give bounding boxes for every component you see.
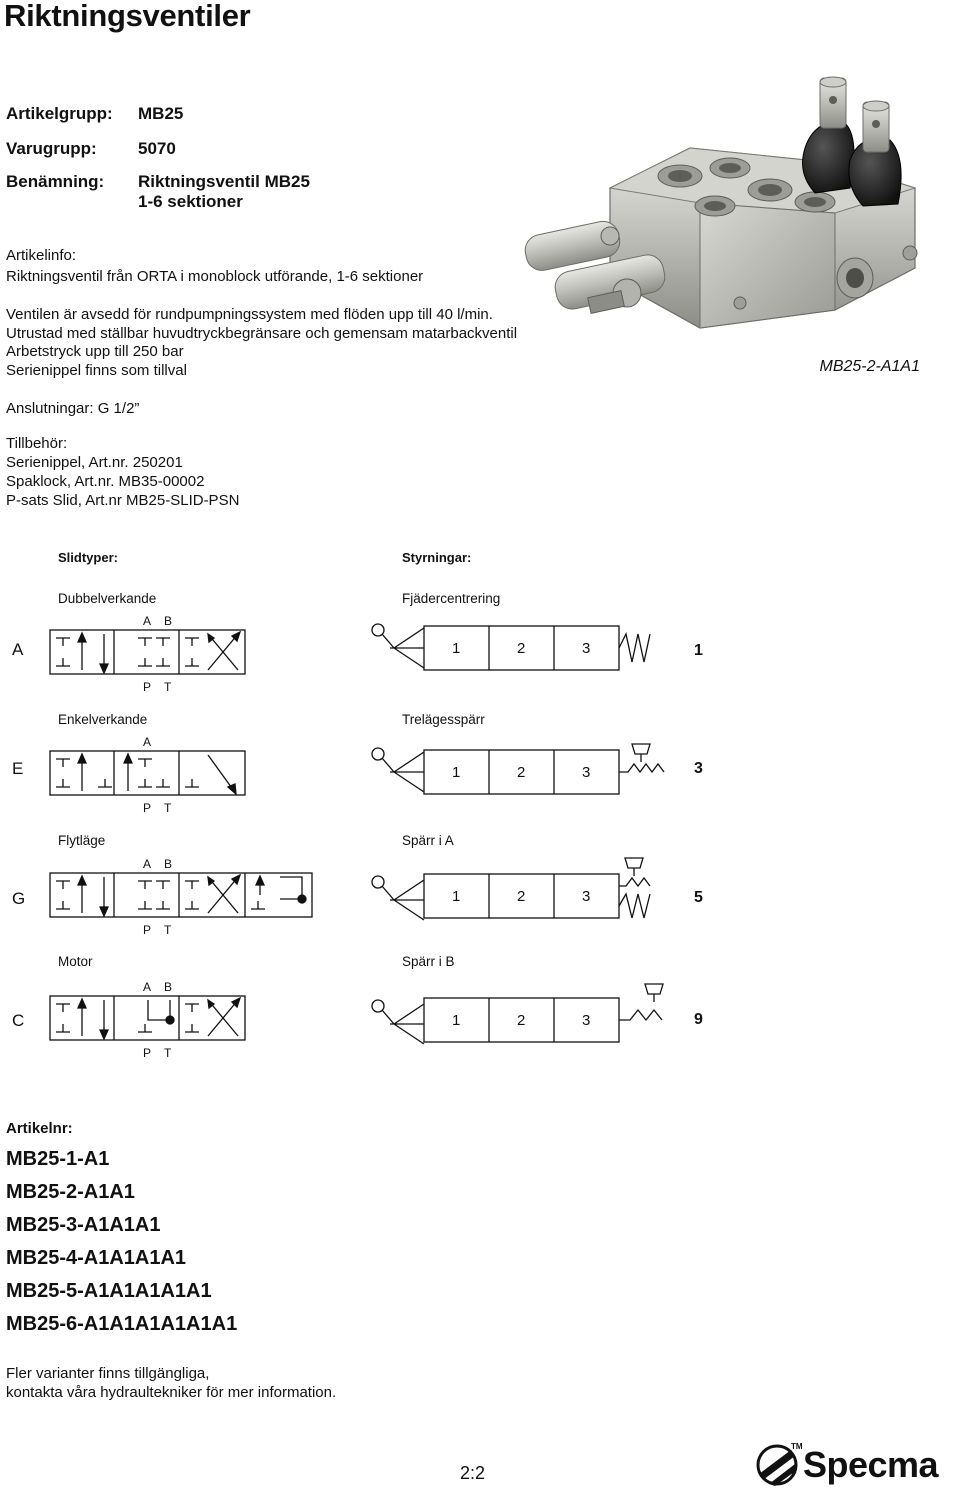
row-letter-e: E <box>12 759 24 778</box>
article-number: MB25-4-A1A1A1A1 <box>6 1247 187 1269</box>
position-label-3: 3 <box>582 764 591 781</box>
article-number: MB25-3-A1A1A1 <box>6 1214 161 1236</box>
port-label-a: A <box>143 614 152 628</box>
port-label-a: A <box>143 857 152 871</box>
control-name-sparr-i-b: Spärr i B <box>402 954 455 969</box>
footer-note <box>6 1364 336 1402</box>
styrningar-heading: Styrningar: <box>402 550 472 565</box>
trademark-mark: TM <box>791 1442 803 1451</box>
accessory-item: P-sats Slid, Art.nr MB25-SLID-PSN <box>6 492 240 509</box>
article-number: MB25-2-A1A1 <box>6 1181 135 1203</box>
position-label-3: 3 <box>582 888 591 905</box>
artikelgrupp-label: Artikelgrupp: <box>6 104 113 123</box>
position-label-2: 2 <box>517 640 526 657</box>
port-label-p: P <box>143 1046 152 1060</box>
page-title: Riktningsventiler <box>4 0 251 33</box>
product-image <box>515 78 935 340</box>
port-label-t: T <box>164 680 172 694</box>
varugrupp-label: Varugrupp: <box>6 139 97 158</box>
position-label-2: 2 <box>517 888 526 905</box>
slide-symbol-flytlage <box>48 855 318 940</box>
position-label-3: 3 <box>582 1012 591 1029</box>
port-label-b: B <box>164 980 173 994</box>
slide-name-enkelverkande: Enkelverkande <box>58 712 148 727</box>
port-label-p: P <box>143 680 152 694</box>
info-line3: Utrustad med ställbar huvudtryckbegränsare och gemensam matarbackventil <box>6 325 518 342</box>
info-line4: Arbetstryck upp till 250 bar <box>6 343 184 360</box>
port-label-a: A <box>143 735 152 749</box>
control-name-sparr-i-a: Spärr i A <box>402 833 454 848</box>
slide-symbol-dubbelverkande <box>48 612 248 697</box>
accessory-item: Spaklock, Art.nr. MB35-00002 <box>6 473 205 490</box>
benamning-label: Benämning: <box>6 172 105 191</box>
control-code-9: 9 <box>694 1011 703 1028</box>
footer-line2: kontakta våra hydraultekniker för mer information. <box>6 1384 337 1401</box>
slidtyper-heading: Slidtyper: <box>58 550 118 565</box>
control-symbol-fjadercentrering <box>368 620 668 680</box>
port-label-t: T <box>164 923 172 937</box>
control-code-3: 3 <box>694 760 703 777</box>
article-number-list <box>6 1146 237 1344</box>
article-numbers-heading: Artikelnr: <box>6 1120 73 1137</box>
port-label-b: B <box>164 857 173 871</box>
info-line5: Serienippel finns som tillval <box>6 362 187 379</box>
position-label-3: 3 <box>582 640 591 657</box>
port-label-p: P <box>143 923 152 937</box>
position-label-1: 1 <box>452 640 461 657</box>
specma-logo <box>755 1442 960 1488</box>
row-letter-a: A <box>12 640 24 659</box>
port-label-a: A <box>143 980 152 994</box>
port-label-p: P <box>143 801 152 815</box>
control-name-trelagesspärr: Trelägesspärr <box>402 712 485 727</box>
slide-name-motor: Motor <box>58 954 93 969</box>
specma-wordmark: Specma <box>803 1444 939 1485</box>
slide-symbol-enkelverkande <box>48 733 248 818</box>
info-heading: Artikelinfo: <box>6 247 77 264</box>
control-symbol-sparr-i-b <box>368 980 668 1055</box>
benamning-value-line2: 1-6 sektioner <box>138 192 243 211</box>
control-name-fjadercentrering: Fjädercentrering <box>402 591 501 606</box>
row-letter-c: C <box>12 1011 25 1030</box>
position-label-1: 1 <box>452 764 461 781</box>
article-number: MB25-6-A1A1A1A1A1A1 <box>6 1313 238 1335</box>
control-code-5: 5 <box>694 889 703 906</box>
position-label-1: 1 <box>452 888 461 905</box>
benamning-value-line1: Riktningsventil MB25 <box>138 172 310 191</box>
port-label-t: T <box>164 1046 172 1060</box>
port-label-b: B <box>164 614 173 628</box>
article-number: MB25-5-A1A1A1A1A1 <box>6 1280 212 1302</box>
slide-name-flytlage: Flytläge <box>58 833 106 848</box>
info-line1: Riktningsventil från ORTA i monoblock utförande, 1-6 sektioner <box>6 268 424 285</box>
position-label-1: 1 <box>452 1012 461 1029</box>
control-symbol-sparr-i-a <box>368 856 668 931</box>
info-line2: Ventilen är avsedd för rundpumpningssystem med flöden upp till 40 l/min. <box>6 306 493 323</box>
accessories-heading: Tillbehör: <box>6 435 68 452</box>
slide-symbol-motor <box>48 978 248 1063</box>
product-image-caption: MB25-2-A1A1 <box>819 358 920 375</box>
article-number: MB25-1-A1 <box>6 1148 110 1170</box>
varugrupp-value: 5070 <box>138 139 176 158</box>
anslutningar-text: Anslutningar: G 1/2” <box>6 400 140 417</box>
control-symbol-trelagesspärr <box>368 738 668 803</box>
accessory-item: Serienippel, Art.nr. 250201 <box>6 454 183 471</box>
footer-line1: Fler varianter finns tillgängliga, <box>6 1365 210 1382</box>
row-letter-g: G <box>12 889 26 908</box>
position-label-2: 2 <box>517 1012 526 1029</box>
page-number: 2:2 <box>460 1463 486 1483</box>
port-label-t: T <box>164 801 172 815</box>
artikelgrupp-value: MB25 <box>138 104 184 123</box>
slide-name-dubbelverkande: Dubbelverkande <box>58 591 157 606</box>
position-label-2: 2 <box>517 764 526 781</box>
control-code-1: 1 <box>694 642 703 659</box>
